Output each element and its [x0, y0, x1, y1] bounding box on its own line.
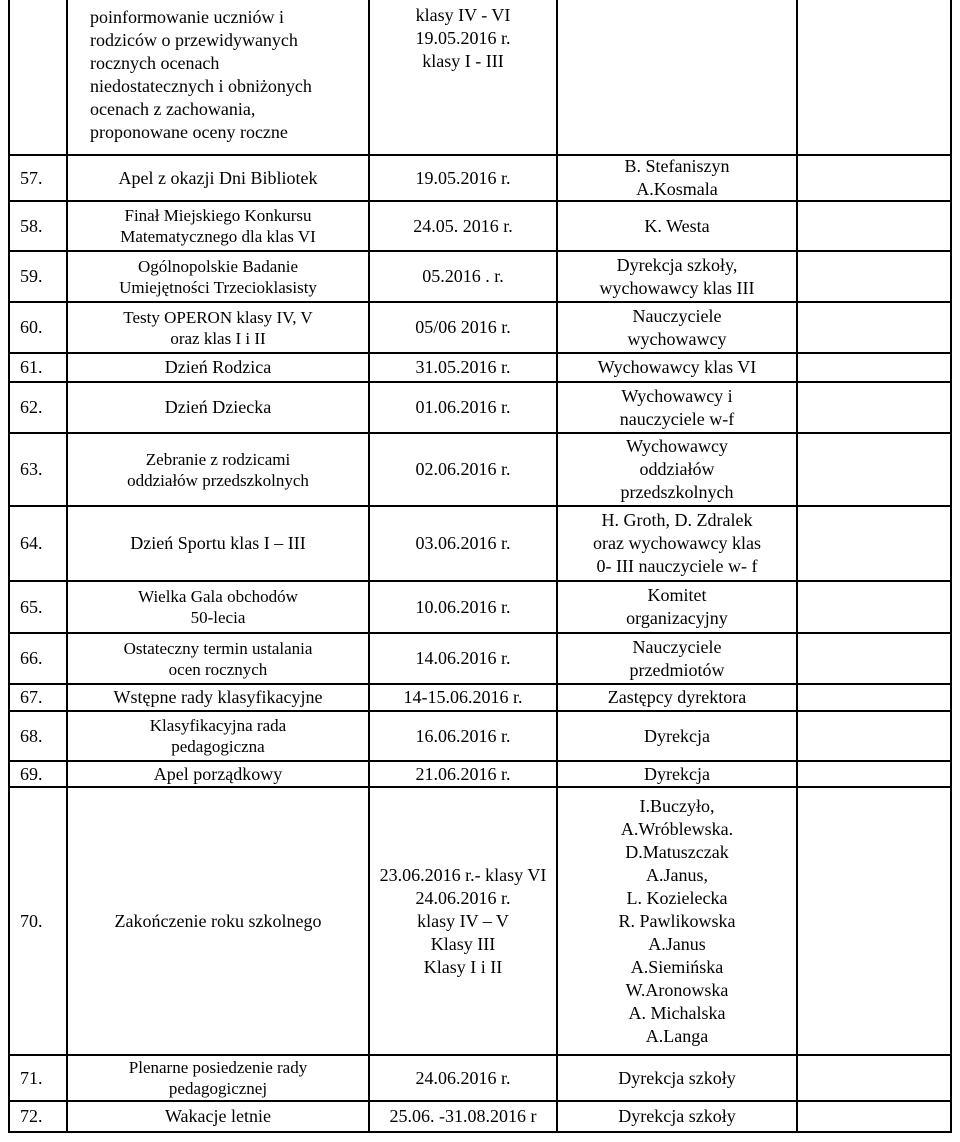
notes-cell: [798, 712, 954, 760]
date-cell-line: 24.06.2016 r.: [415, 1067, 511, 1088]
notes-cell: [798, 507, 954, 580]
event-cell: [68, 434, 370, 505]
event-cell-line: pedagogicznej: [168, 1079, 268, 1098]
responsible-cell: [558, 202, 798, 250]
responsible-cell-line: A.Janus: [648, 933, 706, 954]
date-cell: [370, 434, 558, 505]
date-cell: [370, 1056, 558, 1100]
responsible-cell-line: oraz wychowawcy klas: [593, 533, 761, 553]
date-cell-line: klasy IV – V: [417, 910, 509, 931]
table-row: [8, 685, 952, 712]
responsible-cell: [558, 252, 798, 301]
event-cell-line: Dzień Rodzica: [164, 357, 272, 377]
date-cell-line: Klasy III: [430, 933, 496, 954]
table-row: [8, 582, 952, 634]
event-cell-line: rodziców o przewidywanych: [90, 30, 298, 50]
responsible-cell: [558, 354, 798, 381]
responsible-cell: [558, 712, 798, 760]
responsible-cell: [558, 156, 798, 200]
table-row: [8, 1102, 952, 1133]
event-cell-line: Klasyfikacyjna rada: [149, 716, 287, 735]
responsible-cell: [558, 1102, 798, 1131]
date-cell: [370, 1102, 558, 1131]
responsible-cell-line: H. Groth, D. Zdralek: [601, 510, 753, 530]
notes-cell: [798, 354, 954, 381]
responsible-cell-line: Dyrekcja szkoły: [618, 1067, 736, 1088]
responsible-cell-line: A.Janus,: [646, 864, 708, 885]
table-row: [8, 712, 952, 762]
notes-cell: [798, 303, 954, 352]
event-cell-line: Ostateczny termin ustalania: [123, 638, 313, 658]
row-number: 72.: [10, 1102, 68, 1131]
responsible-cell: [558, 582, 798, 632]
row-number: 64.: [10, 507, 68, 580]
responsible-cell: [558, 1056, 798, 1100]
event-cell-line: Umiejętności Trzecioklasisty: [119, 277, 317, 297]
date-cell: [370, 712, 558, 760]
date-cell: [370, 354, 558, 381]
date-cell-line: 05.2016 . r.: [422, 266, 504, 286]
table-row: [8, 354, 952, 383]
date-cell: [370, 202, 558, 250]
responsible-cell: [558, 685, 798, 710]
table-row: [8, 383, 952, 434]
responsible-cell-line: Komitet: [647, 585, 707, 605]
date-cell-line: 19.05.2016 r.: [415, 28, 511, 48]
date-cell-line: 05/06 2016 r.: [415, 317, 511, 337]
event-cell: [68, 762, 370, 786]
responsible-cell: [558, 507, 798, 580]
row-number: 71.: [10, 1056, 68, 1100]
event-cell: [68, 0, 370, 154]
notes-cell: [798, 383, 954, 432]
row-number: 66.: [10, 634, 68, 683]
date-cell: [370, 507, 558, 580]
date-cell-line: 16.06.2016 r.: [415, 725, 511, 746]
table-row: [8, 0, 952, 156]
notes-cell: [798, 634, 954, 683]
date-cell-line: 24.05. 2016 r.: [413, 215, 513, 236]
date-cell-line: Klasy I i II: [423, 956, 503, 977]
event-cell-line: Apel porządkowy: [153, 763, 283, 784]
event-cell: [68, 252, 370, 301]
event-cell-line: Testy OPERON klasy IV, V: [123, 307, 313, 327]
event-cell-line: oddziałów przedszkolnych: [127, 470, 309, 490]
notes-cell: [798, 252, 954, 301]
responsible-cell-line: Dyrekcja: [644, 725, 710, 746]
date-cell-line: klasy IV - VI: [415, 5, 511, 25]
responsible-cell-line: W.Aronowska: [625, 979, 729, 1000]
event-cell-line: niedostatecznych i obniżonych: [90, 76, 312, 96]
date-cell-line: klasy I - III: [422, 51, 504, 71]
table-row: [8, 202, 952, 252]
date-cell: [370, 383, 558, 432]
table-row: [8, 634, 952, 685]
notes-cell: [798, 788, 954, 1054]
responsible-cell: [558, 634, 798, 683]
event-cell-line: Zebranie z rodzicami: [145, 449, 291, 469]
notes-cell: [798, 1056, 954, 1100]
row-number: 69.: [10, 762, 68, 786]
date-cell: [370, 156, 558, 200]
responsible-cell-line: wychowawcy klas III: [599, 277, 755, 298]
row-number: 60.: [10, 303, 68, 352]
date-cell-line: 01.06.2016 r.: [415, 397, 511, 417]
event-cell-line: Zakończenie roku szkolnego: [114, 910, 322, 931]
responsible-cell-line: oddziałów: [639, 459, 715, 479]
event-cell-line: Finał Miejskiego Konkursu: [124, 206, 312, 225]
event-cell-line: poinformowanie uczniów i: [90, 7, 284, 27]
event-cell-line: Plenarne posiedzenie rady: [128, 1058, 308, 1077]
row-number: 65.: [10, 582, 68, 632]
row-number: 62.: [10, 383, 68, 432]
responsible-cell: [558, 0, 798, 154]
responsible-cell: [558, 762, 798, 786]
row-number: 70.: [10, 788, 68, 1054]
event-cell: [68, 156, 370, 200]
date-cell-line: 02.06.2016 r.: [415, 459, 511, 479]
date-cell-line: 24.06.2016 r.: [415, 887, 511, 908]
date-cell: [370, 303, 558, 352]
date-cell: [370, 0, 558, 154]
responsible-cell-line: A. Michalska: [628, 1002, 726, 1023]
event-cell: [68, 634, 370, 683]
date-cell: [370, 634, 558, 683]
event-cell-line: Dzień Sportu klas I – III: [130, 533, 306, 553]
responsible-cell-line: D.Matuszczak: [625, 841, 729, 862]
notes-cell: [798, 685, 954, 710]
event-cell-line: oraz klas I i II: [170, 328, 266, 348]
notes-cell: [798, 762, 954, 786]
responsible-cell-line: Wychowawcy i: [621, 385, 733, 406]
event-cell: [68, 582, 370, 632]
date-cell: [370, 582, 558, 632]
date-cell-line: 19.05.2016 r.: [415, 167, 511, 188]
row-number: [10, 0, 68, 154]
event-cell-line: Matematycznego dla klas VI: [120, 227, 316, 246]
event-cell-line: 50-lecia: [190, 608, 246, 627]
event-cell-line: pedagogiczna: [171, 737, 265, 756]
event-cell: [68, 202, 370, 250]
notes-cell: [798, 434, 954, 505]
responsible-cell-line: 0- III nauczyciele w- f: [596, 556, 758, 576]
responsible-cell-line: Dyrekcja: [644, 763, 710, 784]
event-cell: [68, 383, 370, 432]
table-row: [8, 156, 952, 202]
responsible-cell-line: B. Stefaniszyn: [624, 156, 730, 176]
event-cell: [68, 303, 370, 352]
row-number: 67.: [10, 685, 68, 710]
table-row: [8, 303, 952, 354]
event-cell-line: rocznych ocenach: [90, 53, 220, 73]
schedule-table: [8, 0, 952, 1133]
table-row: [8, 762, 952, 788]
responsible-cell-line: L. Kozielecka: [626, 887, 728, 908]
responsible-cell-line: Nauczyciele: [632, 636, 722, 657]
row-number: 61.: [10, 354, 68, 381]
table-row: [8, 788, 952, 1056]
responsible-cell-line: A.Siemińska: [630, 956, 724, 977]
notes-cell: [798, 1102, 954, 1131]
notes-cell: [798, 0, 954, 154]
responsible-cell: [558, 303, 798, 352]
event-cell-line: ocenach z zachowania,: [90, 99, 256, 119]
event-cell-line: proponowane oceny roczne: [90, 122, 288, 142]
responsible-cell-line: przedmiotów: [629, 659, 725, 680]
date-cell-line: 23.06.2016 r.- klasy VI: [379, 864, 547, 885]
date-cell-line: 25.06. -31.08.2016 r: [389, 1106, 537, 1126]
responsible-cell-line: I.Buczyło,: [639, 795, 715, 816]
event-cell-line: Apel z okazji Dni Bibliotek: [118, 167, 318, 188]
date-cell: [370, 788, 558, 1054]
date-cell-line: 14-15.06.2016 r.: [403, 687, 523, 707]
row-number: 68.: [10, 712, 68, 760]
responsible-cell-line: przedszkolnych: [620, 482, 734, 502]
date-cell: [370, 685, 558, 710]
responsible-cell-line: Zastępcy dyrektora: [607, 687, 747, 707]
row-number: 57.: [10, 156, 68, 200]
event-cell: [68, 1056, 370, 1100]
event-cell-line: Wstępne rady klasyfikacyjne: [113, 687, 323, 707]
row-number: 58.: [10, 202, 68, 250]
responsible-cell-line: Nauczyciele: [632, 305, 722, 326]
event-cell: [68, 685, 370, 710]
event-cell-line: Ogólnopolskie Badanie: [137, 256, 299, 276]
responsible-cell-line: A.Kosmala: [636, 179, 718, 199]
event-cell: [68, 712, 370, 760]
event-cell-line: ocen rocznych: [168, 659, 268, 679]
table-row: [8, 434, 952, 507]
notes-cell: [798, 202, 954, 250]
event-cell: [68, 354, 370, 381]
date-cell-line: 14.06.2016 r.: [415, 648, 511, 668]
responsible-cell-line: Dyrekcja szkoły: [618, 1106, 736, 1126]
responsible-cell-line: R. Pawlikowska: [618, 910, 736, 931]
responsible-cell-line: K. Westa: [644, 215, 710, 236]
date-cell-line: 10.06.2016 r.: [415, 596, 511, 617]
table-row: [8, 507, 952, 582]
responsible-cell: [558, 788, 798, 1054]
date-cell-line: 31.05.2016 r.: [415, 357, 511, 377]
notes-cell: [798, 156, 954, 200]
event-cell: [68, 788, 370, 1054]
row-number: 59.: [10, 252, 68, 301]
responsible-cell-line: Wychowawcy klas VI: [597, 357, 757, 377]
responsible-cell-line: organizacyjny: [626, 608, 728, 628]
event-cell-line: Wielka Gala obchodów: [138, 587, 298, 606]
responsible-cell-line: Wychowawcy: [626, 436, 728, 456]
date-cell: [370, 252, 558, 301]
date-cell: [370, 762, 558, 786]
event-cell: [68, 1102, 370, 1131]
event-cell-line: Wakacje letnie: [165, 1106, 271, 1126]
responsible-cell-line: A.Langa: [645, 1025, 709, 1046]
event-cell: [68, 507, 370, 580]
responsible-cell: [558, 383, 798, 432]
event-cell-line: Dzień Dziecka: [164, 397, 272, 417]
responsible-cell: [558, 434, 798, 505]
responsible-cell-line: A.Wróblewska.: [620, 818, 734, 839]
table-row: [8, 252, 952, 303]
responsible-cell-line: Dyrekcja szkoły,: [616, 254, 738, 275]
row-number: 63.: [10, 434, 68, 505]
responsible-cell-line: nauczyciele w-f: [619, 408, 735, 429]
responsible-cell-line: wychowawcy: [627, 328, 727, 349]
date-cell-line: 21.06.2016 r.: [415, 763, 511, 784]
table-row: [8, 1056, 952, 1102]
notes-cell: [798, 582, 954, 632]
date-cell-line: 03.06.2016 r.: [415, 533, 511, 553]
